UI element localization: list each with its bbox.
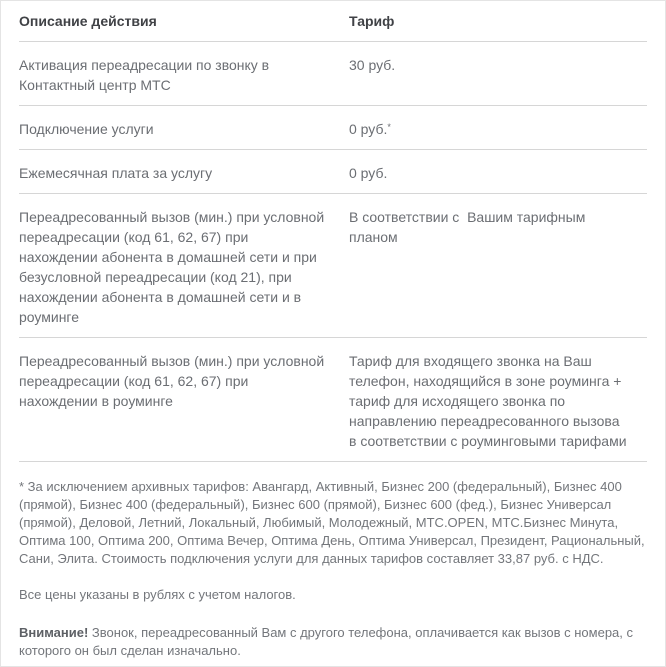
notes-section (19, 462, 647, 660)
table-header-row (19, 1, 647, 42)
description-cell: Ежемесячная плата за услугу (19, 165, 213, 181)
table-row (19, 150, 647, 194)
table-row (19, 42, 647, 106)
prices-note: Все цены указаны в рублях с учетом налогов. (19, 587, 296, 602)
tariff-cell: 30 руб. (349, 57, 396, 73)
archive-tariffs-footnote: * За исключением архивных тарифов: Авангард, Активный, Бизнес 200 (федеральный), Бизнес 400 (прямой), Бизнес 400 (федеральный), Бизнес 600 (прямой), Бизнес 600 (фед.), Бизнес Универсал (прямой), Деловой, Летний, Локальный, Любимый, Молодежный, МТС.OPEN, МТС.Бизнес Минута, Оптима 100, Оптима 200, Оптима Вечер, Оптима День, Оптима Универсал, Президент, Рациональный, Сани, Элита. Стоимость подключения услуги для данных тарифов составляет 33,87 руб. с НДС. (19, 479, 645, 566)
table-row (19, 338, 647, 462)
tariff-cell (349, 119, 647, 139)
tariff-table (19, 1, 647, 462)
description-cell: Переадресованный вызов (мин.) при условной переадресации (код 61, 62, 67) при нахождении абонента в домашней сети и при безусловной переадресации (код 21), при нахождении абонента в домашней сети и в роуминге (19, 209, 325, 325)
tariff-value: 0 руб. (349, 121, 388, 137)
tariff-cell: Тариф для входящего звонка на Ваш телефон, находящийся в зоне роуминга + тариф для исходящего звонка по направлению переадресованного вызова в соответствии с роуминговыми тарифами (349, 353, 627, 449)
column-header-description: Описание действия (19, 13, 157, 29)
description-cell: Переадресованный вызов (мин.) при условной переадресации (код 61, 62, 67) при нахождении в роуминге (19, 353, 325, 409)
attention-paragraph (19, 624, 647, 660)
footnote-marker: * (387, 122, 391, 132)
column-header-tariff: Тариф (349, 13, 395, 29)
table-row (19, 194, 647, 338)
tariff-cell: В соответствии с Вашим тарифным планом (349, 209, 586, 245)
description-cell: Подключение услуги (19, 121, 154, 137)
attention-text: Звонок, переадресованный Вам с другого телефона, оплачивается как вызов с номера, с которого он был сделан изначально. (19, 625, 633, 658)
table-row (19, 106, 647, 150)
tariff-cell: 0 руб. (349, 165, 388, 181)
attention-label: Внимание! (19, 625, 89, 640)
description-cell: Активация переадресации по звонку в Контактный центр МТС (19, 57, 270, 93)
